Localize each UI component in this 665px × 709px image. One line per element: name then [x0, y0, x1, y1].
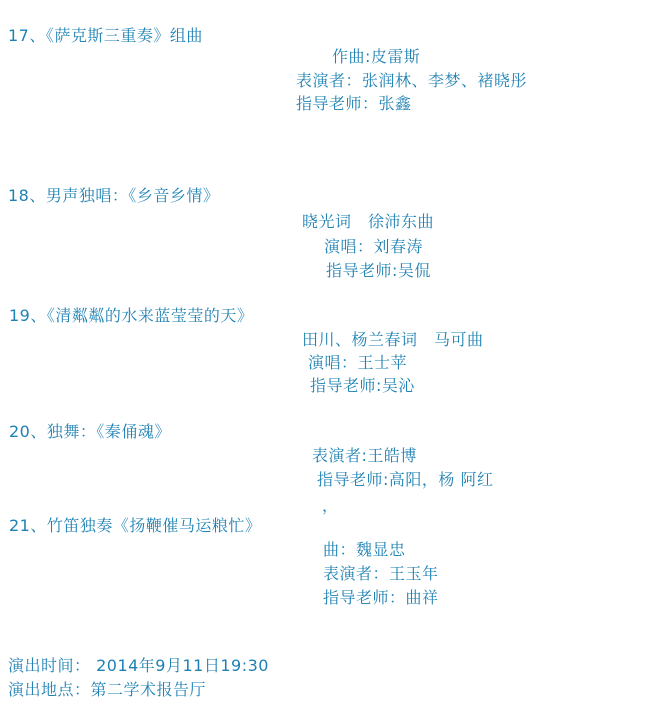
teacher-line: 指导老师:吴沁 — [310, 376, 415, 395]
program-item-21-title: 21、竹笛独奏《扬鞭催马运粮忙》 — [9, 516, 262, 535]
singer-line: 演唱：刘春涛 — [324, 237, 424, 256]
performers-line: 表演者:王皓博 — [312, 446, 417, 465]
teacher-line: 指导老师:高阳，杨 阿红 — [317, 470, 494, 489]
comma-overflow-line: ， — [322, 496, 339, 515]
program-item-19-title: 19、《清粼粼的水来蓝莹莹的天》 — [9, 306, 254, 325]
composer-line: 曲：魏显忠 — [323, 540, 406, 559]
program-item-20-title: 20、独舞：《秦俑魂》 — [9, 422, 171, 441]
composer-line: 作曲:皮雷斯 — [332, 47, 421, 66]
lyricist-composer-line: 晓光词 徐沛东曲 — [302, 212, 435, 231]
performers-line: 表演者：王玉年 — [323, 564, 439, 583]
teacher-line: 指导老师：张鑫 — [296, 94, 412, 113]
program-item-17-title: 17、《萨克斯三重奏》组曲 — [8, 26, 203, 45]
show-location-line: 演出地点：第二学术报告厅 — [8, 680, 207, 699]
teacher-line: 指导老师:吴侃 — [326, 261, 431, 280]
show-time-line: 演出时间： 2014年9月11日19:30 — [8, 656, 269, 675]
performers-line: 表演者：张润林、李梦、褚晓彤 — [296, 71, 528, 90]
singer-line: 演唱：王士苹 — [308, 353, 408, 372]
teacher-line: 指导老师：曲祥 — [323, 588, 439, 607]
program-item-18-title: 18、男声独唱：《乡音乡情》 — [8, 186, 220, 205]
lyricist-composer-line: 田川、杨兰春词 马可曲 — [302, 330, 484, 349]
